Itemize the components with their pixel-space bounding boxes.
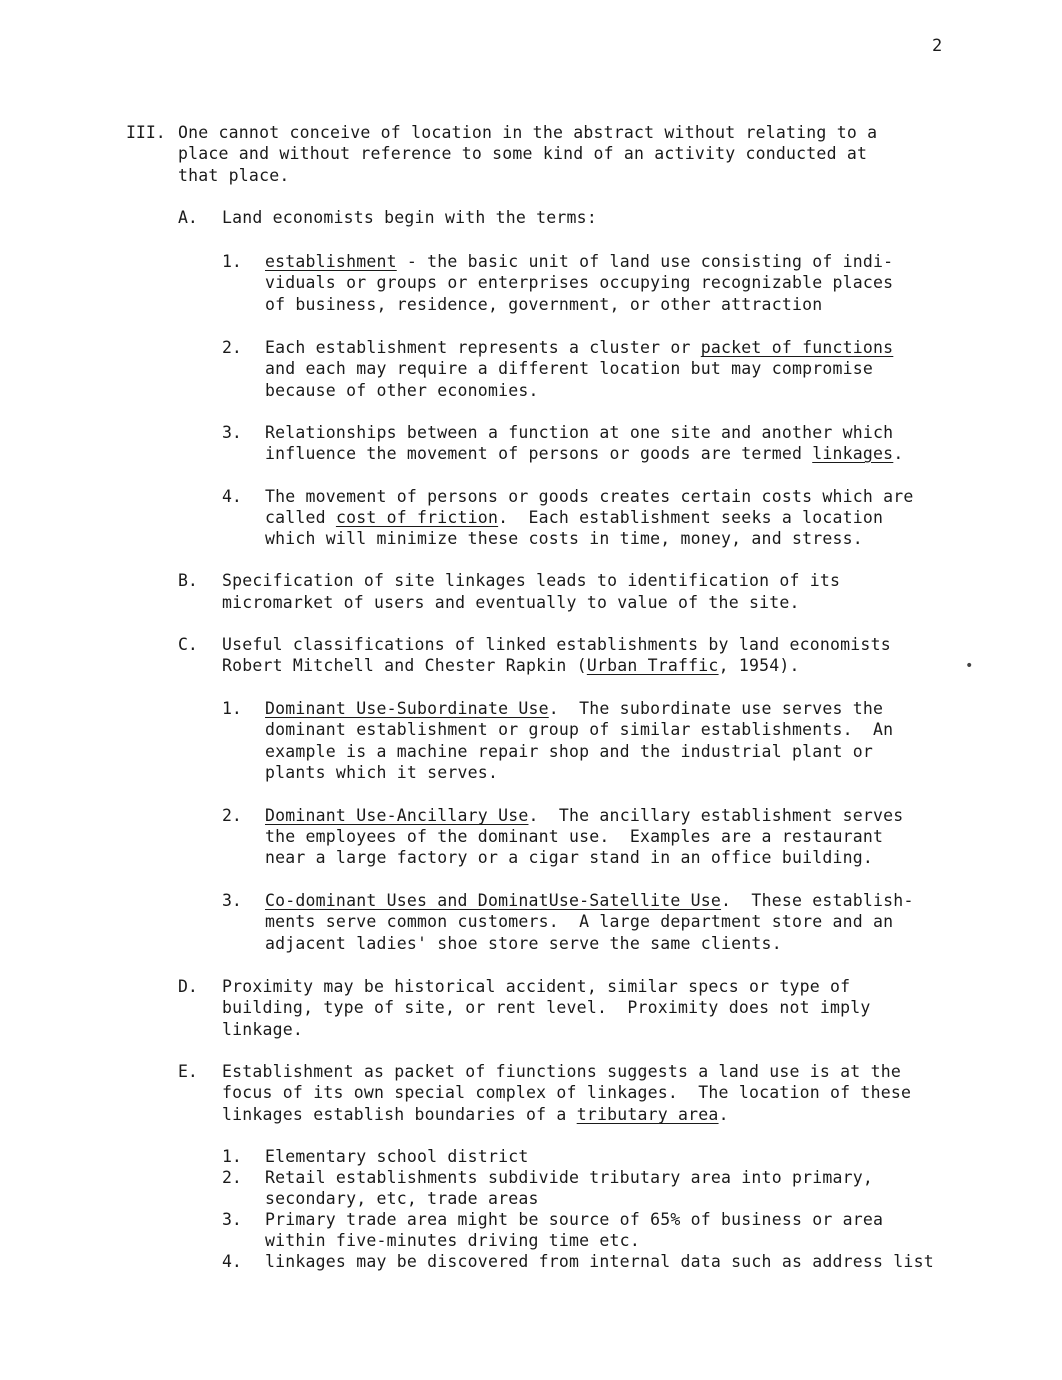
list-item-line: Co-dominant Uses and DominatUse-Satellite Use. These establish- [265, 891, 914, 910]
page-number: 2 [932, 36, 943, 56]
list-item-line: establishment - the basic unit of land use consisting of indi- [265, 252, 894, 271]
heading-marker-e: E. [178, 1062, 198, 1081]
list-item-line: which will minimize these costs in time, money, and stress. [265, 529, 863, 548]
list-item-marker: 3. [222, 1210, 242, 1229]
heading-b-line: Specification of site linkages leads to identification of its [222, 571, 841, 590]
list-item-marker: 2. [222, 1168, 242, 1187]
list-item-line: Elementary school district [265, 1147, 529, 1166]
term-dominant-ancillary: Dominant Use-Ancillary Use [265, 806, 529, 825]
heading-marker-d: D. [178, 977, 198, 996]
list-item-line: Dominant Use-Subordinate Use. The subordinate use serves the [265, 699, 884, 718]
list-item-line: influence the movement of persons or goods are termed linkages. [265, 444, 904, 463]
list-item-marker: 2. [222, 806, 242, 825]
list-item-line: Relationships between a function at one site and another which [265, 423, 894, 442]
list-item-marker: 3. [222, 423, 242, 442]
list-item-line: Dominant Use-Ancillary Use. The ancillary establishment serves [265, 806, 904, 825]
heading-c-line: Robert Mitchell and Chester Rapkin (Urban Traffic, 1954). [222, 656, 800, 675]
list-item-line: within five-minutes driving time etc. [265, 1231, 640, 1250]
term-linkages: linkages [812, 444, 894, 463]
list-item-marker: 4. [222, 1252, 242, 1271]
term-codominant-satellite: Co-dominant Uses and DominatUse-Satellite Use [265, 891, 722, 910]
list-item-marker: 1. [222, 252, 242, 271]
term-tributary-area: tributary area [576, 1105, 719, 1124]
list-item-line: of business, residence, government, or other attraction [265, 295, 823, 314]
term-cost-of-friction: cost of friction [335, 508, 499, 527]
heading-marker-a: A. [178, 208, 198, 227]
list-item-line: Each establishment represents a cluster or packet of functions [265, 338, 894, 357]
section-line: place and without reference to some kind of an activity conducted at [178, 144, 868, 163]
list-item-line: because of other economies. [265, 381, 539, 400]
list-item-line: plants which it serves. [265, 763, 499, 782]
list-item-marker: 1. [222, 1147, 242, 1166]
term-dominant-subordinate: Dominant Use-Subordinate Use [265, 699, 549, 718]
list-item-marker: 1. [222, 699, 242, 718]
term-packet-of-functions: packet of functions [700, 338, 894, 357]
heading-e-line: Establishment as packet of fiunctions suggests a land use is at the [222, 1062, 901, 1081]
list-item-line: Primary trade area might be source of 65% of business or area [265, 1210, 884, 1229]
list-item-line: linkages may be discovered from internal data such as address list [265, 1252, 934, 1271]
heading-marker-c: C. [178, 635, 198, 654]
stray-dot: • [965, 658, 974, 674]
list-item-line: called cost of friction. Each establishment seeks a location [265, 508, 884, 527]
list-item-line: The movement of persons or goods creates certain costs which are [265, 487, 914, 506]
heading-c-line: Useful classifications of linked establishments by land economists [222, 635, 891, 654]
list-item-line: secondary, etc, trade areas [265, 1189, 539, 1208]
term-establishment: establishment [265, 252, 397, 271]
heading-e-line: focus of its own special complex of linkages. The location of these [222, 1083, 912, 1102]
heading-d-line: linkage. [222, 1020, 304, 1039]
section-marker: III. [126, 123, 166, 142]
list-item-marker: 2. [222, 338, 242, 357]
list-item-line: dominant establishment or group of similar establishments. An [265, 720, 894, 739]
list-item-marker: 3. [222, 891, 242, 910]
list-item-line: adjacent ladies' shoe store serve the same clients. [265, 934, 782, 953]
list-item-line: Retail establishments subdivide tributary area into primary, [265, 1168, 874, 1187]
list-item-line: the employees of the dominant use. Examples are a restaurant [265, 827, 884, 846]
list-item-line: example is a machine repair shop and the industrial plant or [265, 742, 874, 761]
heading-a-text: Land economists begin with the terms: [222, 208, 597, 227]
list-item-line: near a large factory or a cigar stand in an office building. [265, 848, 874, 867]
list-item-line: ments serve common customers. A large department store and an [265, 912, 894, 931]
heading-e-line: linkages establish boundaries of a tributary area. [222, 1105, 729, 1124]
list-item-line: and each may require a different location but may compromise [265, 359, 874, 378]
section-line: One cannot conceive of location in the abstract without relating to a [178, 123, 878, 142]
heading-b-line: micromarket of users and eventually to value of the site. [222, 593, 800, 612]
heading-d-line: Proximity may be historical accident, similar specs or type of [222, 977, 851, 996]
heading-d-line: building, type of site, or rent level. Proximity does not imply [222, 998, 871, 1017]
term-urban-traffic: Urban Traffic [586, 656, 719, 675]
list-item-line: viduals or groups or enterprises occupying recognizable places [265, 273, 894, 292]
section-line: that place. [178, 166, 290, 185]
heading-marker-b: B. [178, 571, 198, 590]
list-item-marker: 4. [222, 487, 242, 506]
